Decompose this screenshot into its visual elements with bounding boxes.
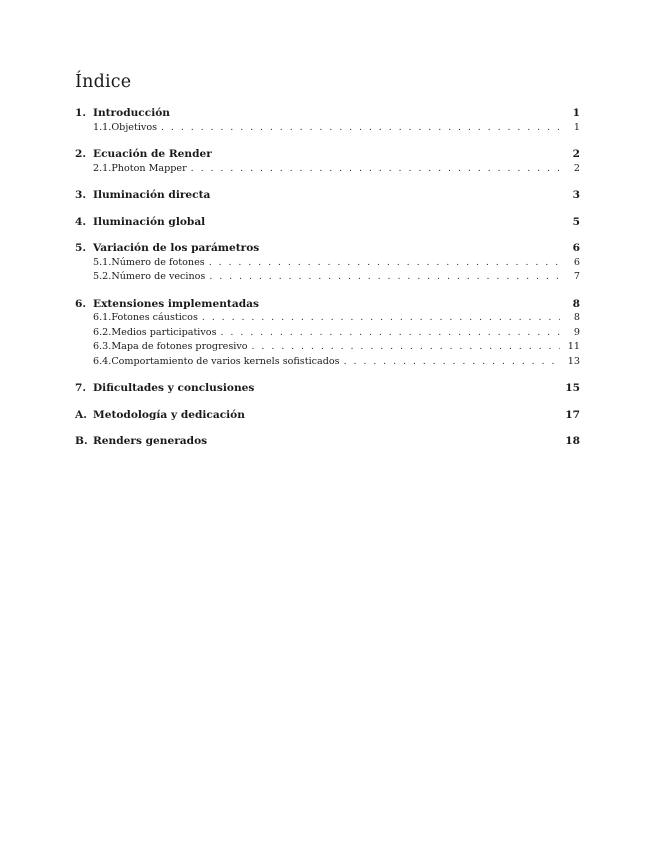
toc-section-entry[interactable]: [75, 270, 580, 285]
chapter-page-number: 1: [572, 107, 580, 119]
section-title[interactable]: Comportamiento de varios kernels sofisticados: [111, 355, 340, 367]
section-page-number: 11: [567, 341, 580, 352]
chapter-page-number: 18: [565, 435, 580, 447]
toc-chapter-entry[interactable]: [75, 297, 580, 312]
section-page-number: 2: [573, 162, 580, 174]
toc-section-entry[interactable]: [75, 355, 580, 370]
section-title[interactable]: Objetivos: [111, 121, 158, 133]
chapter-title[interactable]: Ecuación de Render: [93, 148, 212, 160]
toc-chapter: [75, 188, 580, 203]
section-number: 1.1.: [93, 121, 112, 133]
section-title[interactable]: Mapa de fotones progresivo: [111, 341, 248, 352]
toc-section-entry[interactable]: [75, 256, 580, 271]
chapter-number: 3.: [75, 189, 87, 201]
chapter-title[interactable]: Variación de los parámetros: [93, 242, 260, 254]
section-page-number: 8: [573, 312, 580, 323]
toc-section-entry[interactable]: [75, 340, 580, 355]
toc-chapter: [75, 215, 580, 230]
section-number: 6.3.: [93, 341, 112, 352]
chapter-title[interactable]: Metodología y dedicación: [93, 408, 245, 421]
chapter-number: 2.: [75, 148, 87, 160]
toc-section-entry[interactable]: [75, 162, 580, 177]
toc-chapter-entry[interactable]: [75, 106, 580, 121]
dot-leader: [161, 121, 560, 136]
toc-section-entry[interactable]: [75, 326, 580, 341]
chapter-number: A.: [75, 408, 87, 421]
toc-chapter-entry[interactable]: [75, 241, 580, 256]
section-number: 6.4.: [93, 355, 112, 367]
chapter-title[interactable]: Iluminación directa: [93, 189, 211, 201]
chapter-number: B.: [75, 435, 88, 447]
dot-leader: [344, 355, 560, 370]
toc-chapter: [75, 106, 580, 135]
chapter-number: 5.: [75, 242, 87, 254]
toc-chapter: [75, 241, 580, 285]
toc-chapter: [75, 408, 580, 423]
chapter-page-number: 6: [572, 242, 580, 254]
toc-chapter-entry[interactable]: [75, 408, 580, 423]
dot-leader: [252, 340, 560, 355]
section-title[interactable]: Número de vecinos: [111, 271, 206, 282]
chapter-page-number: 15: [565, 382, 580, 394]
toc-heading: Índice: [75, 72, 132, 92]
section-title[interactable]: Medios participativos: [111, 326, 217, 338]
chapter-page-number: 5: [572, 215, 580, 228]
section-number: 5.2.: [93, 271, 112, 282]
chapter-title[interactable]: Iluminación global: [93, 215, 206, 228]
toc-chapter-entry[interactable]: [75, 434, 580, 449]
dot-leader: [202, 311, 560, 326]
chapter-page-number: 3: [572, 189, 580, 201]
dot-leader: [209, 256, 560, 271]
chapter-number: 6.: [75, 297, 87, 310]
toc-chapter: [75, 297, 580, 370]
chapter-title[interactable]: Renders generados: [93, 435, 208, 447]
toc-section-entry[interactable]: [75, 311, 580, 326]
chapter-title[interactable]: Dificultades y conclusiones: [93, 382, 255, 394]
toc-section-entry[interactable]: [75, 121, 580, 136]
section-number: 6.2.: [93, 326, 112, 338]
toc-chapter: [75, 147, 580, 176]
section-page-number: 7: [573, 271, 580, 282]
toc-chapter-entry[interactable]: [75, 188, 580, 203]
chapter-number: 7.: [75, 382, 87, 394]
section-title[interactable]: Fotones cáusticos: [111, 312, 198, 323]
chapter-title[interactable]: Extensiones implementadas: [93, 297, 259, 310]
section-page-number: 9: [573, 326, 580, 338]
chapter-number: 4.: [75, 215, 87, 228]
toc-chapter-entry[interactable]: [75, 381, 580, 396]
chapter-title[interactable]: Introducción: [93, 107, 171, 119]
section-title[interactable]: Photon Mapper: [111, 162, 187, 174]
section-number: 2.1.: [93, 162, 112, 174]
toc-chapter-entry[interactable]: [75, 147, 580, 162]
toc-chapter: [75, 381, 580, 396]
dot-leader: [221, 326, 561, 341]
section-page-number: 1: [573, 121, 580, 133]
section-number: 6.1.: [93, 312, 112, 323]
section-title[interactable]: Número de fotones: [111, 256, 205, 268]
toc-chapter-entry[interactable]: [75, 215, 580, 230]
section-page-number: 6: [573, 256, 580, 268]
toc-list: [75, 106, 580, 449]
dot-leader: [209, 270, 560, 285]
table-of-contents: [75, 72, 580, 449]
chapter-page-number: 2: [572, 148, 580, 160]
section-page-number: 13: [567, 355, 580, 367]
chapter-page-number: 8: [572, 297, 580, 310]
chapter-number: 1.: [75, 107, 87, 119]
toc-chapter: [75, 434, 580, 449]
chapter-page-number: 17: [565, 408, 580, 421]
dot-leader: [191, 162, 560, 177]
section-number: 5.1.: [93, 256, 112, 268]
